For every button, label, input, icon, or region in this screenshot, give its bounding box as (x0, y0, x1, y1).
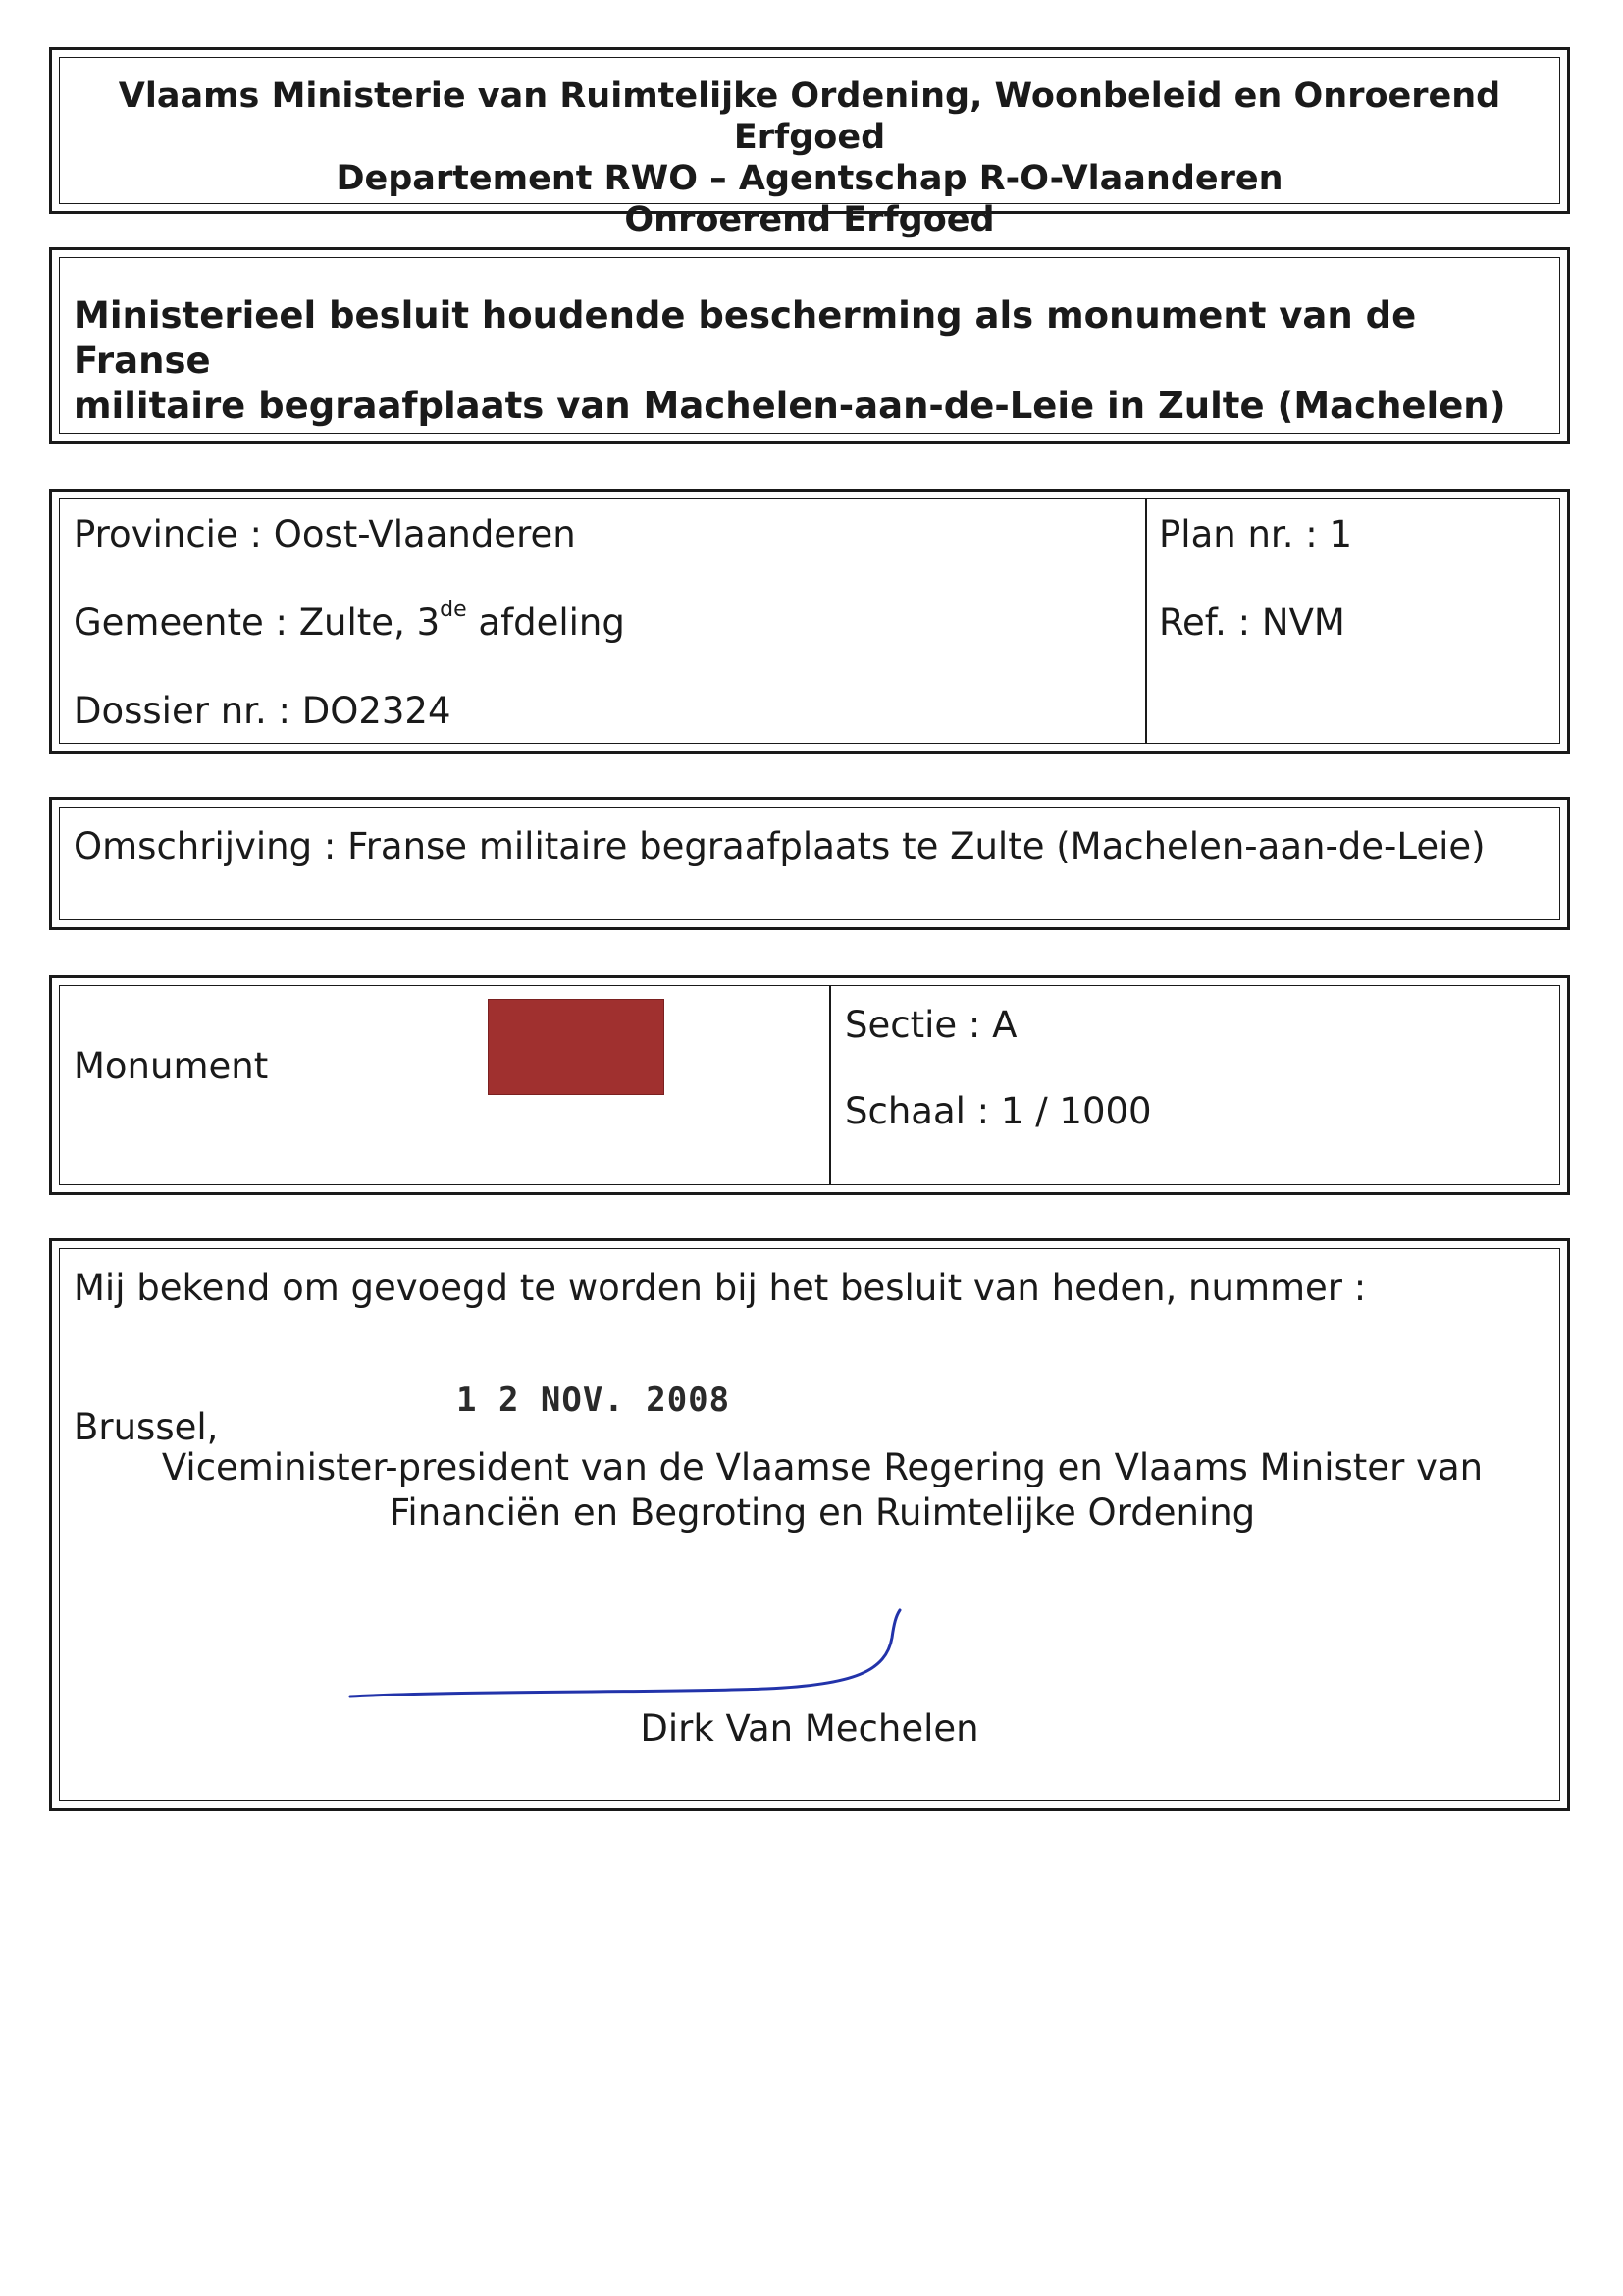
role-line-1: Viceminister-president van de Vlaamse Regering en Vlaams Minister van (161, 1446, 1484, 1488)
info-divider (1145, 499, 1147, 743)
info-inner (59, 498, 1560, 744)
legend-label: Monument (74, 1045, 269, 1087)
handwritten-signature (344, 1573, 933, 1720)
legend-divider (829, 986, 831, 1184)
reference-field: Ref. : NVM (1159, 601, 1345, 644)
gemeente-suffix: afdeling (466, 601, 625, 644)
gemeente-superscript: de (440, 598, 467, 622)
signature-box (49, 1238, 1570, 1811)
monument-color-swatch (488, 999, 664, 1095)
title-inner (59, 257, 1560, 434)
plan-number-field: Plan nr. : 1 (1159, 513, 1353, 555)
dossier-field: Dossier nr. : DO2324 (74, 690, 451, 732)
schaal-field: Schaal : 1 / 1000 (845, 1090, 1152, 1132)
gemeente-prefix: Gemeente : Zulte, 3 (74, 601, 441, 644)
description-field: Omschrijving : Franse militaire begraafplaats te Zulte (Machelen-aan-de-Leie) (74, 825, 1486, 867)
department-name: Departement RWO – Agentschap R-O-Vlaanderen (336, 159, 1283, 198)
ministry-name: Vlaams Ministerie van Ruimtelijke Ordening, Woonbeleid en Onroerend Erfgoed (118, 77, 1501, 157)
header-inner (59, 57, 1560, 239)
title-box (49, 247, 1570, 444)
description-inner (59, 807, 1560, 920)
title-line-1: Ministerieel besluit houdende bescherming als monument van de Franse (74, 294, 1417, 382)
info-box (49, 489, 1570, 754)
title-line-2: militaire begraafplaats van Machelen-aan-de-Leie in Zulte (Machelen) (74, 385, 1506, 427)
signature-inner (59, 1248, 1560, 1801)
role-line-2: Financiën en Begroting en Ruimtelijke Ordening (389, 1491, 1256, 1534)
signatory-name: Dirk Van Mechelen (640, 1707, 979, 1749)
agency-name: Onroerend Erfgoed (624, 200, 995, 239)
legend-inner (59, 985, 1560, 1185)
provincie-field: Provincie : Oost-Vlaanderen (74, 513, 576, 555)
legend-box (49, 975, 1570, 1195)
signature-stroke (350, 1610, 900, 1696)
gemeente-field (74, 598, 625, 644)
sectie-field: Sectie : A (845, 1004, 1018, 1046)
header-text (60, 58, 1559, 240)
header-box (49, 47, 1570, 239)
description-box (49, 797, 1570, 930)
date-stamp: 1 2 NOV. 2008 (456, 1381, 731, 1420)
intro-text: Mij bekend om gevoegd te worden bij het besluit van heden, nummer : (74, 1267, 1367, 1309)
place-text: Brussel, (74, 1406, 219, 1448)
document-title (60, 258, 1559, 429)
